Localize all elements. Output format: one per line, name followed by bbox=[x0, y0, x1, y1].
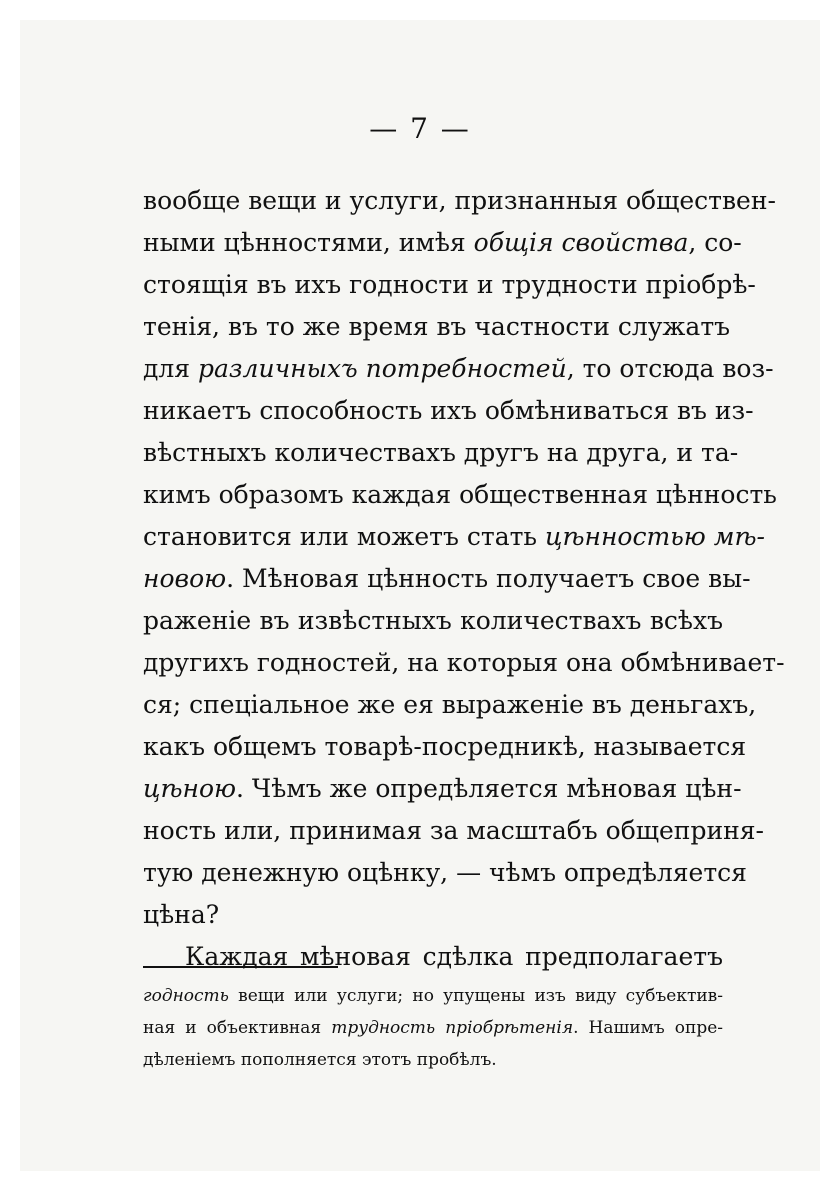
text-span: какъ общемъ товарѣ-посредникѣ, называется bbox=[143, 732, 747, 761]
footnote-line bbox=[143, 1044, 723, 1076]
text-span: ная и объективная bbox=[143, 1018, 332, 1038]
paragraph-2 bbox=[143, 936, 723, 978]
text-span: никаетъ способность ихъ обмѣниваться въ из- bbox=[143, 396, 754, 425]
footnote-rule bbox=[143, 966, 338, 968]
text-span: Каждая мѣновая сдѣлка предполагаетъ bbox=[185, 942, 723, 971]
text-span: ными цѣнностями, имѣя bbox=[143, 228, 474, 257]
text-span: вѣстныхъ количествахъ другъ на друга, и та- bbox=[143, 438, 739, 467]
text-span: цѣна? bbox=[143, 900, 220, 929]
text-span: ся; спеціальное же ея выраженіе въ деньгахъ, bbox=[143, 690, 757, 719]
text-line bbox=[143, 180, 776, 222]
text-span: . Мѣновая цѣнность получаетъ свое вы- bbox=[226, 564, 751, 593]
text-span: . Нашимъ опре- bbox=[573, 1018, 724, 1038]
italic-text: цѣнностью мѣ- bbox=[545, 522, 765, 551]
page-number: — 7 — bbox=[369, 112, 471, 145]
text-span: другихъ годностей, на которыя она обмѣнивает- bbox=[143, 648, 785, 677]
text-line bbox=[143, 558, 751, 600]
text-line bbox=[143, 516, 765, 558]
text-span: дѣленіемъ пополняется этотъ пробѣлъ. bbox=[143, 1050, 497, 1070]
text-line bbox=[143, 726, 747, 768]
text-line bbox=[143, 768, 742, 810]
text-span: тую денежную оцѣнку, — чѣмъ опредѣляется bbox=[143, 858, 747, 887]
text-line bbox=[143, 852, 747, 894]
text-span: вещи или услуги; но упущены изъ виду субъектив- bbox=[228, 986, 723, 1006]
text-line bbox=[143, 264, 756, 306]
text-line bbox=[143, 810, 764, 852]
text-line bbox=[143, 600, 723, 642]
text-span: ность или, принимая за масштабъ общеприня- bbox=[143, 816, 764, 845]
text-span: вообще вещи и услуги, признанныя обществен- bbox=[143, 186, 776, 215]
footnote-line bbox=[143, 1012, 723, 1044]
text-span: , то отсюда воз- bbox=[566, 354, 774, 383]
text-line bbox=[143, 390, 754, 432]
text-span: раженіе въ извѣстныхъ количествахъ всѣхъ bbox=[143, 606, 723, 635]
text-span: кимъ образомъ каждая общественная цѣнность bbox=[143, 480, 777, 509]
text-line bbox=[143, 642, 785, 684]
main-text bbox=[143, 180, 785, 978]
footnote bbox=[143, 980, 723, 1076]
text-span: тенія, въ то же время въ частности служатъ bbox=[143, 312, 731, 341]
text-span: становится или можетъ стать bbox=[143, 522, 545, 551]
text-span: , со- bbox=[688, 228, 742, 257]
text-span: для bbox=[143, 354, 198, 383]
text-line bbox=[143, 348, 774, 390]
text-line bbox=[143, 936, 723, 978]
text-line bbox=[143, 432, 739, 474]
italic-text: общія свойства bbox=[473, 228, 689, 257]
text-line bbox=[143, 474, 777, 516]
footnote-line bbox=[143, 980, 723, 1012]
text-line bbox=[143, 306, 731, 348]
italic-text: новою bbox=[143, 564, 227, 593]
text-span: стоящія въ ихъ годности и трудности пріобрѣ- bbox=[143, 270, 756, 299]
paragraph-1 bbox=[143, 180, 785, 936]
italic-text: цѣною bbox=[143, 774, 237, 803]
text-line bbox=[143, 684, 757, 726]
text-span: . Чѣмъ же опредѣляется мѣновая цѣн- bbox=[236, 774, 742, 803]
italic-text: различныхъ потребностей bbox=[198, 354, 567, 383]
italic-text: трудность пріобрѣтенія bbox=[331, 1018, 574, 1038]
text-line bbox=[143, 222, 742, 264]
italic-text: годность bbox=[143, 986, 229, 1006]
text-line bbox=[143, 894, 723, 936]
